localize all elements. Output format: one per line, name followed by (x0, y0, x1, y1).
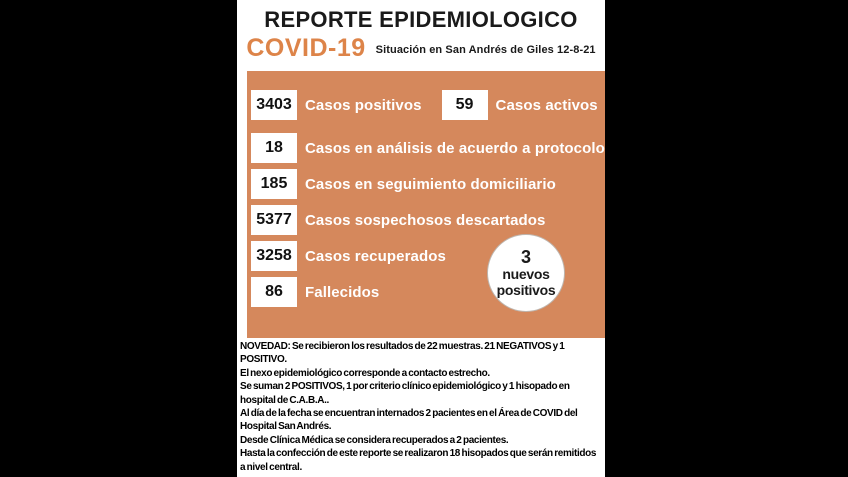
covid-report-poster (237, 0, 605, 477)
stat-label-casos-analisis: Casos en análisis de acuerdo a protocolo (305, 139, 605, 157)
stat-label-descartados: Casos sospechosos descartados (305, 211, 546, 229)
stat-label-casos-positivos: Casos positivos (305, 96, 422, 114)
stat-group-activos (442, 90, 598, 120)
stat-row-positivos-activos (251, 90, 605, 120)
stat-value-recuperados: 3258 (251, 241, 297, 271)
note-line-suman: Se suman 2 POSITIVOS, 1 por criterio clínico epidemiológico y 1 hisopado en hospital de C.A.B.A.. (240, 381, 570, 406)
report-title: REPORTE EPIDEMIOLOGICO (264, 7, 578, 32)
new-positives-badge (487, 234, 565, 312)
note-line-clinica: Desde Clínica Médica se considera recuperados a 2 pacientes. (240, 434, 509, 446)
notes-section (240, 340, 602, 474)
new-positives-word-1: nuevos (502, 266, 550, 282)
stat-value-descartados: 5377 (251, 205, 297, 235)
report-subheader (237, 35, 605, 61)
note-line-internados: Al día de la fecha se encuentran internados 2 pacientes en el Área de COVID del Hospital San Andrés. (240, 408, 578, 433)
note-line-nexo: El nexo epidemiológico corresponde a contacto estrecho. (240, 367, 490, 379)
stat-group-positivos (251, 90, 422, 120)
stat-value-casos-positivos: 3403 (251, 90, 297, 120)
note-line-novedad: NOVEDAD: Se recibieron los resultados de 22 muestras. 21 NEGATIVOS y 1 POSITIVO. (240, 341, 565, 366)
stat-row-analisis (251, 133, 605, 163)
stat-label-casos-activos: Casos activos (495, 96, 598, 114)
new-positives-count: 3 (520, 247, 531, 267)
stat-label-recuperados: Casos recuperados (305, 247, 446, 265)
stat-value-seguimiento: 185 (251, 169, 297, 199)
stat-row-descartados (251, 205, 605, 235)
stat-label-fallecidos: Fallecidos (305, 283, 380, 301)
note-line-confeccion: Hasta la confección de este reporte se realizaron 18 hisopados que serán remitidos a nivel central. (240, 448, 597, 473)
report-subtitle: Situación en San Andrés de Giles 12-8-21 (375, 44, 596, 56)
stats-panel (247, 71, 605, 338)
stat-value-casos-activos: 59 (442, 90, 488, 120)
stat-value-casos-analisis: 18 (251, 133, 297, 163)
new-positives-word-2: positivos (496, 282, 556, 298)
stat-label-seguimiento: Casos en seguimiento domiciliario (305, 175, 556, 193)
stat-row-seguimiento (251, 169, 605, 199)
report-header (237, 0, 605, 61)
stat-value-fallecidos: 86 (251, 277, 297, 307)
covid19-label: COVID-19 (246, 34, 366, 62)
